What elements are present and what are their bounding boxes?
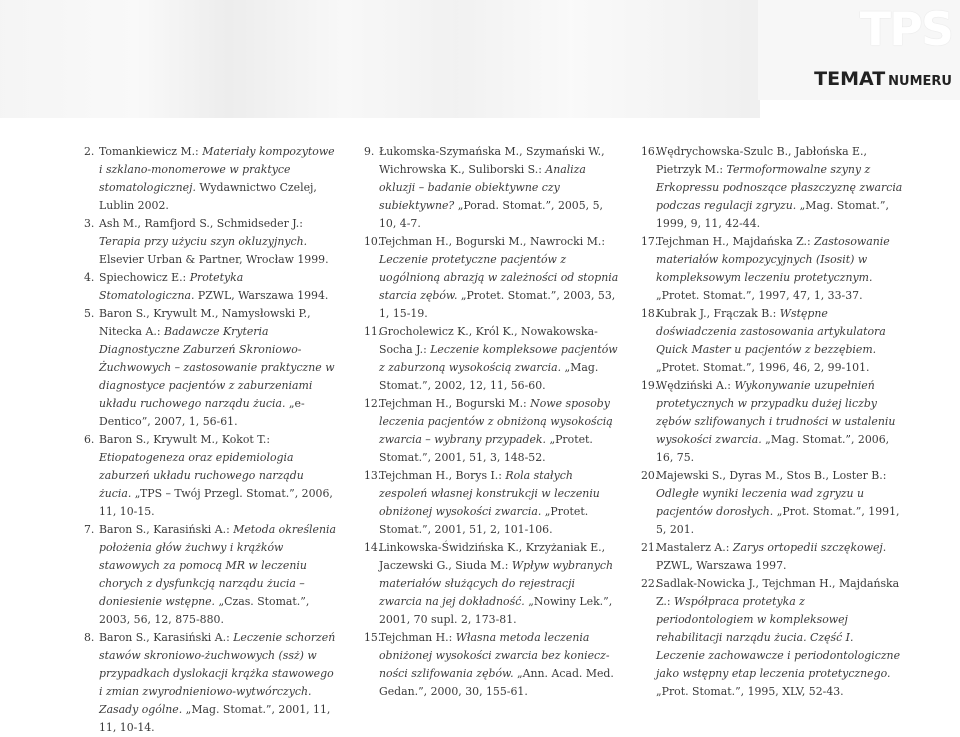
reference-source: Wydawnictwo Czelej, Lublin 2002. <box>99 181 317 212</box>
reference-source: „TPS – Twój Przegl. Stomat.”, 2006, 11, 10-15. <box>99 487 333 518</box>
reference-item <box>84 521 338 629</box>
reference-source: PZWL, Warszawa 1997. <box>656 559 787 572</box>
reference-item <box>364 233 620 323</box>
reference-text <box>379 395 620 467</box>
reference-item <box>641 233 903 305</box>
reference-title: Współpraca protetyka z periodontologiem w kompleksowej rehabilitacji narządu żucia. Część I. Leczenie zachowawcze i periodontologiczne jako wstępny etap leczenia protetycznego. <box>656 595 901 680</box>
reference-title: Odległe wyniki leczenia wad zgryzu u pacjentów dorosłych. <box>656 487 864 518</box>
reference-item <box>84 305 338 431</box>
reference-source: „Mag. Stomat.”, 2002, 12, 11, 56-60. <box>379 361 599 392</box>
reference-source: „Protet. Stomat.”, 1996, 46, 2, 99-101. <box>656 361 870 374</box>
reference-title: Metoda określenia położenia głów żuchwy i krążków stawowych za pomocą MR w leczeniu chorych z dysfunkcją narządu żucia – doniesienie wstępne. <box>99 523 336 608</box>
reference-authors: Tejchman H.: <box>379 631 456 644</box>
reference-text <box>656 575 903 701</box>
reference-item <box>364 629 620 701</box>
reference-number: 4. <box>84 271 95 284</box>
reference-authors: Tejchman H., Borys I.: <box>379 469 506 482</box>
reference-number: 17. <box>641 235 659 248</box>
reference-title: Nowe sposoby leczenia pacjentów z obniżoną wysokością zwarcia – wybrany przypadek. <box>379 397 613 446</box>
reference-authors: Łukomska-Szymańska M., Szymański W., Wichrowska K., Suliborski S.: <box>379 145 605 176</box>
reference-number: 21. <box>641 541 659 554</box>
reference-authors: Linkowska-Świdzińska K., Krzyżaniak E., Jaczewski G., Siuda M.: <box>379 541 606 572</box>
reference-text <box>379 323 620 395</box>
reference-text <box>379 233 620 323</box>
reference-title: Terapia przy użyciu szyn okluzyjnych. <box>99 235 308 248</box>
header-photo-strip <box>0 0 760 118</box>
reference-number: 9. <box>364 145 375 158</box>
reference-item <box>641 305 903 377</box>
reference-text <box>99 215 338 269</box>
reference-text <box>99 305 338 431</box>
reference-item <box>641 539 903 575</box>
reference-number: 22. <box>641 577 659 590</box>
reference-title: Wstępne doświadczenia zastosowania artykulatora Quick Master u pacjentów z bezzębiem. <box>656 307 886 356</box>
reference-authors: Mastalerz A.: <box>656 541 733 554</box>
reference-text <box>379 629 620 701</box>
reference-number: 6. <box>84 433 95 446</box>
reference-title: Etiopatogeneza oraz epidemiologia zaburzeń układu ruchowego narządu żucia. <box>99 451 304 500</box>
reference-text <box>99 521 338 629</box>
reference-authors: Baron S., Karasiński A.: <box>99 523 234 536</box>
reference-source: „Protet. Stomat.”, 2001, 51, 3, 148-52. <box>379 433 593 464</box>
reference-number: 18. <box>641 307 659 320</box>
reference-title: Leczenie schorzeń stawów skroniowo-żuchwowych (ssż) w przypadkach dyslokacji krążka stawowego i zmian zwyrodnieniowo-wytwórczych. Zasady ogólne. <box>99 631 336 716</box>
reference-text <box>656 233 903 305</box>
reference-authors: Wędziński A.: <box>656 379 735 392</box>
reference-number: 20. <box>641 469 659 482</box>
reference-source: „Mag. Stomat.”, 2001, 11, 11, 10-14. <box>99 703 331 734</box>
reference-number: 8. <box>84 631 95 644</box>
reference-source: „Mag. Stomat.”, 1999, 9, 11, 42-44. <box>656 199 889 230</box>
reference-number: 2. <box>84 145 95 158</box>
reference-authors: Baron S., Karasiński A.: <box>99 631 234 644</box>
reference-source: „Protet. Stomat.”, 1997, 47, 1, 33-37. <box>656 289 863 302</box>
reference-authors: Baron S., Krywult M., Kokot T.: <box>99 433 271 446</box>
reference-title: Materiały kompozytowe i szklano-monomerowe w praktyce stomatologicznej. <box>99 145 335 194</box>
reference-source: „Ann. Acad. Med. Gedan.”, 2000, 30, 155-61. <box>379 667 614 698</box>
reference-text <box>656 305 903 377</box>
reference-text <box>379 143 620 233</box>
reference-text <box>99 629 338 737</box>
reference-item <box>641 377 903 467</box>
reference-source: „Protet. Stomat.”, 2001, 51, 2, 101-106. <box>379 505 589 536</box>
reference-title: Analiza okluzji – badanie obiektywne czy subiektywne? <box>379 163 586 212</box>
reference-title: Badawcze Kryteria Diagnostyczne Zaburzeń Skroniowo-Żuchwowych – zastosowanie praktyczne w diagnostyce pacjentów z zaburzeniami układu ruchowego narządu żucia. <box>99 325 335 410</box>
reference-number: 13. <box>364 469 382 482</box>
reference-item <box>641 143 903 233</box>
reference-item <box>84 143 338 215</box>
reference-text <box>379 539 620 629</box>
reference-item <box>84 629 338 737</box>
reference-source: „Protet. Stomat.”, 2003, 53, 1, 15-19. <box>379 289 616 320</box>
reference-source: „Czas. Stomat.”, 2003, 56, 12, 875-880. <box>99 595 310 626</box>
reference-source: „Mag. Stomat.”, 2006, 16, 75. <box>656 433 890 464</box>
reference-number: 19. <box>641 379 659 392</box>
reference-item <box>364 467 620 539</box>
reference-number: 12. <box>364 397 382 410</box>
reference-source: „Nowiny Lek.”, 2001, 70 supl. 2, 173-81. <box>379 595 613 626</box>
reference-authors: Spiechowicz E.: <box>99 271 190 284</box>
reference-item <box>84 431 338 521</box>
reference-text <box>656 143 903 233</box>
reference-source: „Prot. Stomat.”, 1995, XLV, 52-43. <box>656 685 844 698</box>
reference-item <box>364 143 620 233</box>
reference-authors: Wędrychowska-Szulc B., Jabłońska E., Pietrzyk M.: <box>656 145 867 176</box>
tps-logo: TPS <box>859 2 952 56</box>
reference-authors: Grocholewicz K., Król K., Nowakowska-Socha J.: <box>379 325 598 356</box>
reference-authors: Tejchman H., Bogurski M.: <box>379 397 531 410</box>
reference-text <box>99 143 338 215</box>
section-label <box>814 68 952 90</box>
reference-item <box>84 215 338 269</box>
reference-text <box>656 377 903 467</box>
reference-title: Termoformowalne szyny z Erkopressu podnoszące płaszczyznę zwarcia podczas regulacji zgryzu. <box>656 163 903 212</box>
reference-authors: Baron S., Krywult M., Namysłowski P., Nitecka A.: <box>99 307 311 338</box>
reference-authors: Kubrak J., Frączak B.: <box>656 307 780 320</box>
reference-item <box>84 269 338 305</box>
reference-item <box>364 539 620 629</box>
reference-item <box>364 323 620 395</box>
reference-item <box>641 575 903 701</box>
reference-number: 16. <box>641 145 659 158</box>
section-label-main: TEMAT <box>814 68 886 90</box>
reference-title: Własna metoda leczenia obniżonej wysokości zwarcia bez koniecz-ności szlifowania zębów. <box>379 631 610 680</box>
header-block <box>758 0 960 100</box>
references-column-3 <box>641 143 903 698</box>
reference-title: Zarys ortopedii szczękowej. <box>732 541 887 554</box>
reference-source: „e-Dentico”, 2007, 1, 56-61. <box>99 397 305 428</box>
reference-item <box>641 467 903 539</box>
reference-source: PZWL, Warszawa 1994. <box>194 289 329 302</box>
reference-authors: Majewski S., Dyras M., Stos B., Loster B.: <box>656 469 887 482</box>
reference-title: Leczenie kompleksowe pacjentów z zaburzoną wysokością zwarcia. <box>379 343 618 374</box>
reference-text <box>99 431 338 521</box>
reference-source: „Prot. Stomat.”, 1991, 5, 201. <box>656 505 900 536</box>
reference-number: 14. <box>364 541 382 554</box>
reference-text <box>99 269 338 305</box>
reference-text <box>656 467 903 539</box>
reference-authors: Tejchman H., Majdańska Z.: <box>656 235 815 248</box>
reference-number: 15. <box>364 631 382 644</box>
reference-title: Rola stałych zespoleń własnej konstrukcji w leczeniu obniżonej wysokości zwarcia. <box>379 469 600 518</box>
reference-source: Elsevier Urban & Partner, Wrocław 1999. <box>99 253 329 266</box>
reference-authors: Sadlak-Nowicka J., Tejchman H., Majdańska Z.: <box>656 577 900 608</box>
reference-title: Protetyka Stomatologiczna. <box>99 271 244 302</box>
reference-number: 10. <box>364 235 382 248</box>
reference-authors: Tejchman H., Bogurski M., Nawrocki M.: <box>379 235 605 248</box>
reference-title: Wykonywanie uzupełnień protetycznych w przypadku dużej liczby zębów szlifowanych i trudności w ustaleniu wysokości zwarcia. <box>656 379 896 446</box>
reference-source: „Porad. Stomat.”, 2005, 5, 10, 4-7. <box>379 199 603 230</box>
reference-number: 11. <box>364 325 382 338</box>
reference-number: 7. <box>84 523 95 536</box>
reference-authors: Tomankiewicz M.: <box>99 145 203 158</box>
references-column-2 <box>364 143 620 698</box>
reference-number: 5. <box>84 307 95 320</box>
reference-authors: Ash M., Ramfjord S., Schmidseder J.: <box>99 217 303 230</box>
reference-number: 3. <box>84 217 95 230</box>
section-label-sub: NUMERU <box>888 74 952 89</box>
reference-item <box>364 395 620 467</box>
reference-title: Leczenie protetyczne pacjentów z uogólnioną abrazją w zależności od stopnia starcia zębów. <box>379 253 619 302</box>
references-column-1 <box>84 143 338 734</box>
reference-text <box>656 539 903 575</box>
reference-title: Zastosowanie materiałów kompozycyjnych (Isosit) w kompleksowym leczeniu protetycznym. <box>656 235 890 284</box>
reference-text <box>379 467 620 539</box>
reference-title: Wpływ wybranych materiałów służących do rejestracji zwarcia na jej dokładność. <box>379 559 613 608</box>
